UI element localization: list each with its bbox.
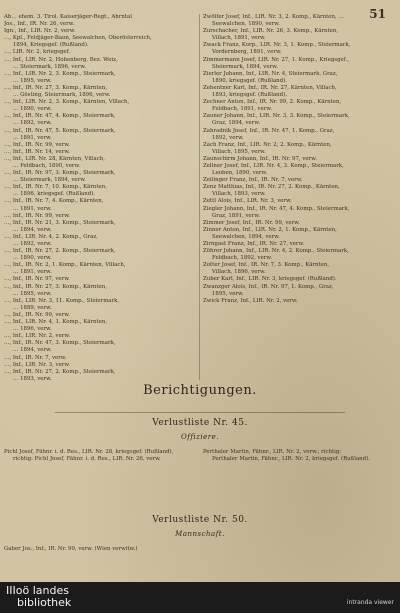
logo-bars-icon: III <box>6 584 16 597</box>
right_column-line: Zimmermann Josef, LIR. Nr. 27, 1. Komp., Kriegsgef., <box>203 56 349 63</box>
right_column-line: Zach Franz, Inf., LIR. Nr. 2, 2. Komp., Kärnten, <box>203 141 332 148</box>
viewer-footer <box>0 582 400 613</box>
right_column-line: Zellner Josef, Inf., LIR. Nr. 4, 3. Komp., Steiermark, <box>203 162 344 169</box>
heading-rule <box>55 412 345 413</box>
left_column-line: …, Inf., IR. Nr. 47, 4. Komp., Steiermark, <box>4 113 116 120</box>
left_column-line: …, Inf., LIR. Nr. 2, Hohenberg, Bez. Weiz, <box>4 56 118 63</box>
right_column-line: Villach, 1893, verw. <box>212 191 266 198</box>
right_column-line: Vordernberg, 1891, verw. <box>212 49 282 56</box>
left_column-line: …, Inf., IR. Nr. 27, 3. Komp., Kärnten, <box>4 84 107 91</box>
correction-right <box>203 449 397 463</box>
left_column-line: …, Inf., LIR. Nr. 2, 3. Komp., Kärnten, Villach, <box>4 99 130 106</box>
left_column-line: … 1892, verw. <box>13 120 52 127</box>
right_column-line: Graz, 1891, verw. <box>212 212 261 219</box>
left_column-line: … 1894, verw. <box>13 226 52 233</box>
left_column-line: …, Inf., IR. Nr. 47, 3. Komp., Steiermark, <box>4 340 116 347</box>
right_column-line: Zimmer Josef, Inf., IR. Nr. 99, verw. <box>203 219 300 226</box>
left_column-line: … 1891, verw. <box>13 269 52 276</box>
left_column-line: …, Inf., IR. Nr. 7, 10. Komp., Kärnten, <box>4 184 107 191</box>
left_column-line: …, Inf., IR. Nr. 14, verw. <box>4 148 70 155</box>
right_column-line: Zehentner Karl, Inf., IR. Nr. 27, Kärnten, Villach, <box>203 84 337 91</box>
left_column-line: … 1891, verw. <box>13 134 52 141</box>
left_column-line: …, Inf., IR. Nr. 97, 3. Komp., Steiermark, <box>4 170 116 177</box>
corrections.left-line: Pichl Josef, Fähnr. i. d. Res., LIR. Nr. 28, kriegsgef. (Rußland), <box>4 449 174 455</box>
enlisted-subheading: Mannschaft. <box>175 530 225 538</box>
left_column-line: …, Inf., LIR. Nr. 28, Kärnten, Villach, <box>4 155 105 162</box>
left_column-line: … 1892, verw. <box>13 241 52 247</box>
left_column-line: …, Inf., IR. Nr. 7, verw. <box>4 354 67 361</box>
right_column-line: Zuber Karl, Inf., LIR. Nr. 3, kriegsgef. (Rußland). <box>203 276 337 283</box>
left_column-line: Jos., Inf., IR. Nr. 26, verw. <box>4 21 75 28</box>
right_column-line: 1893, kriegsgef. (Rußland). <box>212 92 287 99</box>
left_column-line: … 1891, verw. <box>13 205 52 212</box>
corrections.bottom-line: Gaber Jos., Inf., IR. Nr. 99, verw. (Wien verwitw.) <box>4 546 138 552</box>
left_column-line: …, Inf., IR. Nr. 27, 2. Komp., Steiermark, <box>4 368 116 375</box>
page-number: 51 <box>369 7 386 21</box>
right_column-line: Villach, 1895, verw. <box>212 148 266 155</box>
correction-bottom <box>4 546 364 553</box>
left_column-line: …, Inf., LIR. Nr. 2, verw. <box>4 333 71 340</box>
left_column-line: …, Inf., LIR. Nr. 4, 2. Komp., Graz, <box>4 233 98 240</box>
right_column-line: 1895, verw. <box>212 290 244 297</box>
left_column-line: … Steiermark, 1894, verw. <box>13 177 86 184</box>
right_column-line: Zotter Josef, Inf., IR. Nr. 7, 3. Komp., Kärnten, <box>203 262 330 269</box>
right_column-line: Zwack Franz, Korp., LIR. Nr. 3, 1. Komp., Steiermark, <box>203 42 351 49</box>
left_column-line: … 1896, kriegsgef. (Rußland). <box>13 191 96 198</box>
right_column-line: Zirngast Franz, Inf., IR. Nr. 27, verw. <box>203 241 305 247</box>
left_column-line: …, Inf., IR. Nr. 99, verw. <box>4 212 70 219</box>
right_column-line: Leoben, 1890, verw. <box>212 170 268 177</box>
right-column <box>203 14 397 314</box>
right_column-line: 1890, kriegsgef. (Rußland). <box>212 77 287 84</box>
left_column-line: … 1893, verw. <box>13 375 52 382</box>
left_column-line: …, Inf., IR. Nr. 2, 1. Komp., Kärnten, Villach, <box>4 262 126 269</box>
logo-line2: bibliothek <box>17 596 72 609</box>
left_column-line: … 1895, verw. <box>13 77 52 84</box>
right_column-line: 1892, verw. <box>212 134 244 141</box>
logo-line1: oö landes <box>15 584 69 597</box>
right_column-line: Feldbach, 1892, verw. <box>212 255 273 262</box>
left_column-line: …, Inf., IR. Nr. 97, verw. <box>4 276 70 283</box>
library-logo[interactable] <box>6 585 71 609</box>
right_column-line: Zwölfer Josef, Inf., LIR. Nr. 3, 2. Komp., Kärnten, … <box>203 14 344 20</box>
left_column-line: Ign., Inf., LIR. Nr. 2, verw. <box>4 28 76 35</box>
left_column-line: …, Inf., LIR. Nr. 3, verw. <box>4 361 71 368</box>
right_column-line: Steiermark, 1894, verw. <box>212 63 278 70</box>
right_column-line: Zinner Anton, Inf., LIR. Nr. 2, 1. Komp., Kärnten, <box>203 226 337 233</box>
right_column-line: Graz, 1894, verw. <box>212 120 261 127</box>
left_column-line: …, Inf., IR. Nr. 99, verw. <box>4 141 70 148</box>
right_column-line: Zaunschirm Johann, Inf., IR. Nr. 97, verw. <box>203 155 317 162</box>
loss-list-50-heading: Verlustliste Nr. 50. <box>152 515 248 525</box>
right_column-line: Zöhrer Johann, Inf., LIR. Nr. 4, 2. Komp., Steiermark, <box>203 248 349 255</box>
left_column-line: …, Inf., IR. Nr. 99, verw. <box>4 311 70 318</box>
left_column-line: … 1890, verw. <box>13 106 52 113</box>
right_column-line: Zahradnik Josef, Inf., IR. Nr. 47, 1. Komp., Graz, <box>203 127 335 134</box>
right_column-line: Zurschacher, Inf., LIR. Nr. 26, 3. Komp., Kärnten, <box>203 28 339 35</box>
left_column-line: … 1890, verw. <box>13 255 52 262</box>
left_column-line: …, Inf., LIR. Nr. 2, 3. Komp., Steiermark, <box>4 70 116 77</box>
officers-subheading: Offiziere. <box>181 433 219 441</box>
left_column-line: … 1896, verw. <box>13 326 52 333</box>
left_column-line: … 1895, verw. <box>13 290 52 297</box>
right_column-line: Villach, 1891, verw. <box>212 35 266 42</box>
right_column-line: Ziegler Johann, Inf., IR. Nr. 47, 4. Komp., Steiermark, <box>203 205 350 212</box>
right_column-line: Zechner Anton, Inf., IR. Nr. 99, 2. Komp., Kärnten, <box>203 99 342 106</box>
corrections.left-line: richtig: Pichl Josef, Fähnr. i. d. Res., LIR. Nr. 26, verw. <box>13 456 161 463</box>
right_column-line: Feldbach, 1891, verw. <box>212 106 273 113</box>
left_column-line: …, Inf., IR. Nr. 7, 4. Komp., Kärnten, <box>4 198 104 205</box>
viewer-label: intranda viewer <box>346 599 394 606</box>
left_column-line: …, Kpl., Feldjäger-Baon, Seewalchen, Oberösterreich, <box>4 35 152 42</box>
left_column-line: 1894, Kriegsgef. (Rußland). <box>13 42 89 49</box>
left_column-line: …, Inf., IR. Nr. 27, 2. Komp., Steiermark, <box>4 248 116 255</box>
left_column-line: … Feldbach, 1890, verw. <box>13 162 81 169</box>
left_column-line: …, Inf., LIR. Nr. 3, 11. Komp., Steiermark, <box>4 297 120 304</box>
left_column-line: …, Inf., LIR. Nr. 4, 1. Komp., Kärnten, <box>4 319 108 326</box>
right_column-line: Zwanzger Alois, Inf., IR. Nr. 97, 1. Komp., Graz, <box>203 283 334 290</box>
column-divider <box>199 14 200 380</box>
corrections.right-line: Perthaler Martin, Fähnr., LIR. Nr. 2, kriegsgef. (Rußland). <box>212 456 370 463</box>
left_column-line: Ab… ehem. 3. Tirol. Kaiserjäger-Regt., Ahrntal <box>4 14 132 20</box>
loss-list-45-heading: Verlustliste Nr. 45. <box>152 418 248 428</box>
left_column-line: … 1889, verw. <box>13 304 52 311</box>
right_column-line: Zierler Johann, Inf., LIR. Nr. 4, Steiermark, Graz, <box>203 70 338 77</box>
left_column-line: …, Inf., IR. Nr. 27, 3. Komp., Kärnten, <box>4 283 107 290</box>
left_column-line: … Gösting, Steiermark, 1896, verw. <box>13 92 111 99</box>
left_column-line: …, Inf., IR. Nr. 47, 5. Komp., Steiermark, <box>4 127 116 134</box>
corrections-heading: Berichtigungen. <box>143 383 257 398</box>
right_column-line: Seewalchen, 1894, verw. <box>212 233 280 240</box>
left_column-line: …, Inf., IR. Nr. 21, 3. Komp., Steiermark, <box>4 219 116 226</box>
left_column-line: … Steiermark, 1896, verw. <box>13 63 86 70</box>
right_column-line: Seewalchen, 1890, verw. <box>212 21 280 28</box>
left_column-line: … 1894, verw. <box>13 347 52 354</box>
right_column-line: Zwick Franz, Inf., LIR. Nr. 2, verw. <box>203 297 298 304</box>
left_column-line: …, LIR. Nr. 2, kriegsgef. <box>4 49 71 56</box>
right_column-line: Villach, 1896, verw. <box>212 269 266 276</box>
correction-left <box>4 449 196 463</box>
right_column-line: Zettl Alois, Inf., LIR. Nr. 3, verw. <box>203 198 292 205</box>
right_column-line: Zenz Matthias, Inf., IR. Nr. 27, 2. Komp., Kärnten, <box>203 184 340 191</box>
corrections.right-line: Perthaler Martin, Fähnr., LIR. Nr. 2, verw.; richtig: <box>203 449 342 455</box>
right_column-line: Zauner Johann, Inf., LIR. Nr. 3, 3. Komp., Steiermark, <box>203 113 350 120</box>
right_column-line: Zeilinger Franz, Inf., IR. Nr. 7, verw. <box>203 177 303 184</box>
left-column <box>4 14 196 384</box>
